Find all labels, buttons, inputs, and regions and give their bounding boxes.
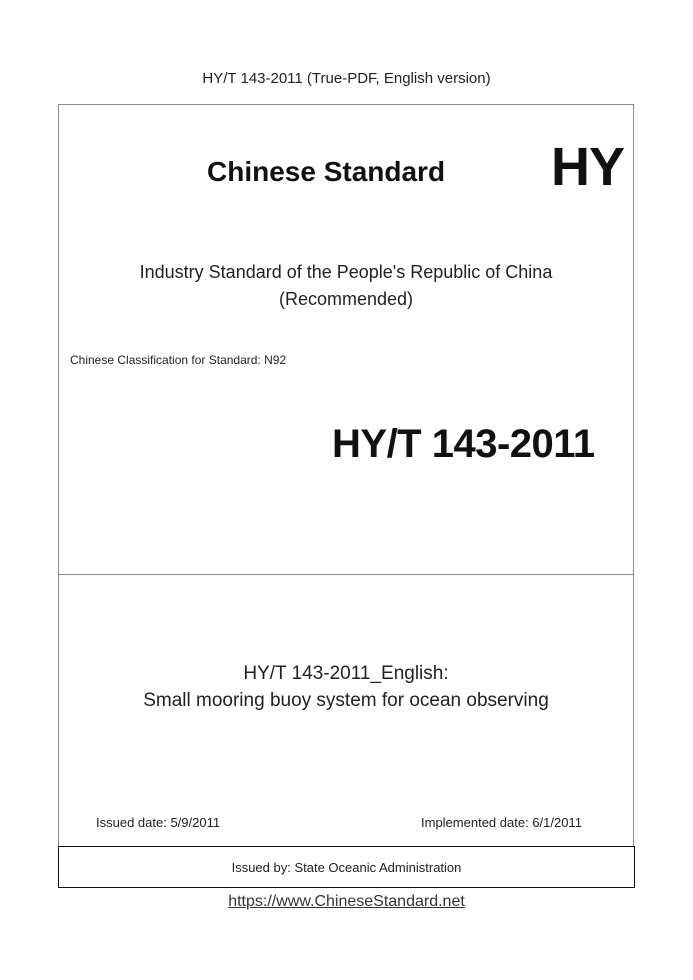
industry-standard-block <box>58 259 634 313</box>
english-title-block <box>58 660 634 714</box>
english-title-code: HY/T 143-2011_English: <box>243 663 449 684</box>
issued-date: Issued date: 5/9/2011 <box>96 815 221 830</box>
page-header: HY/T 143-2011 (True-PDF, English version) <box>202 70 491 87</box>
classification-label: Chinese Classification for Standard: N92 <box>70 353 287 367</box>
issuer-text: Issued by: State Oceanic Administration <box>231 859 462 875</box>
recommended-line: (Recommended) <box>278 289 414 309</box>
cover-divider <box>58 574 634 575</box>
issuer-box <box>58 846 635 888</box>
website-link[interactable]: https://www.ChineseStandard.net <box>228 893 465 910</box>
standard-mark: HY <box>551 137 625 197</box>
english-title-name: Small mooring buoy system for ocean observing <box>143 690 549 711</box>
cover-frame <box>58 104 634 847</box>
standard-number: HY/T 143-2011 <box>332 422 595 466</box>
cover-title: Chinese Standard <box>207 156 446 187</box>
implemented-date: Implemented date: 6/1/2011 <box>421 815 582 830</box>
industry-line: Industry Standard of the People's Republic of China <box>139 262 553 282</box>
